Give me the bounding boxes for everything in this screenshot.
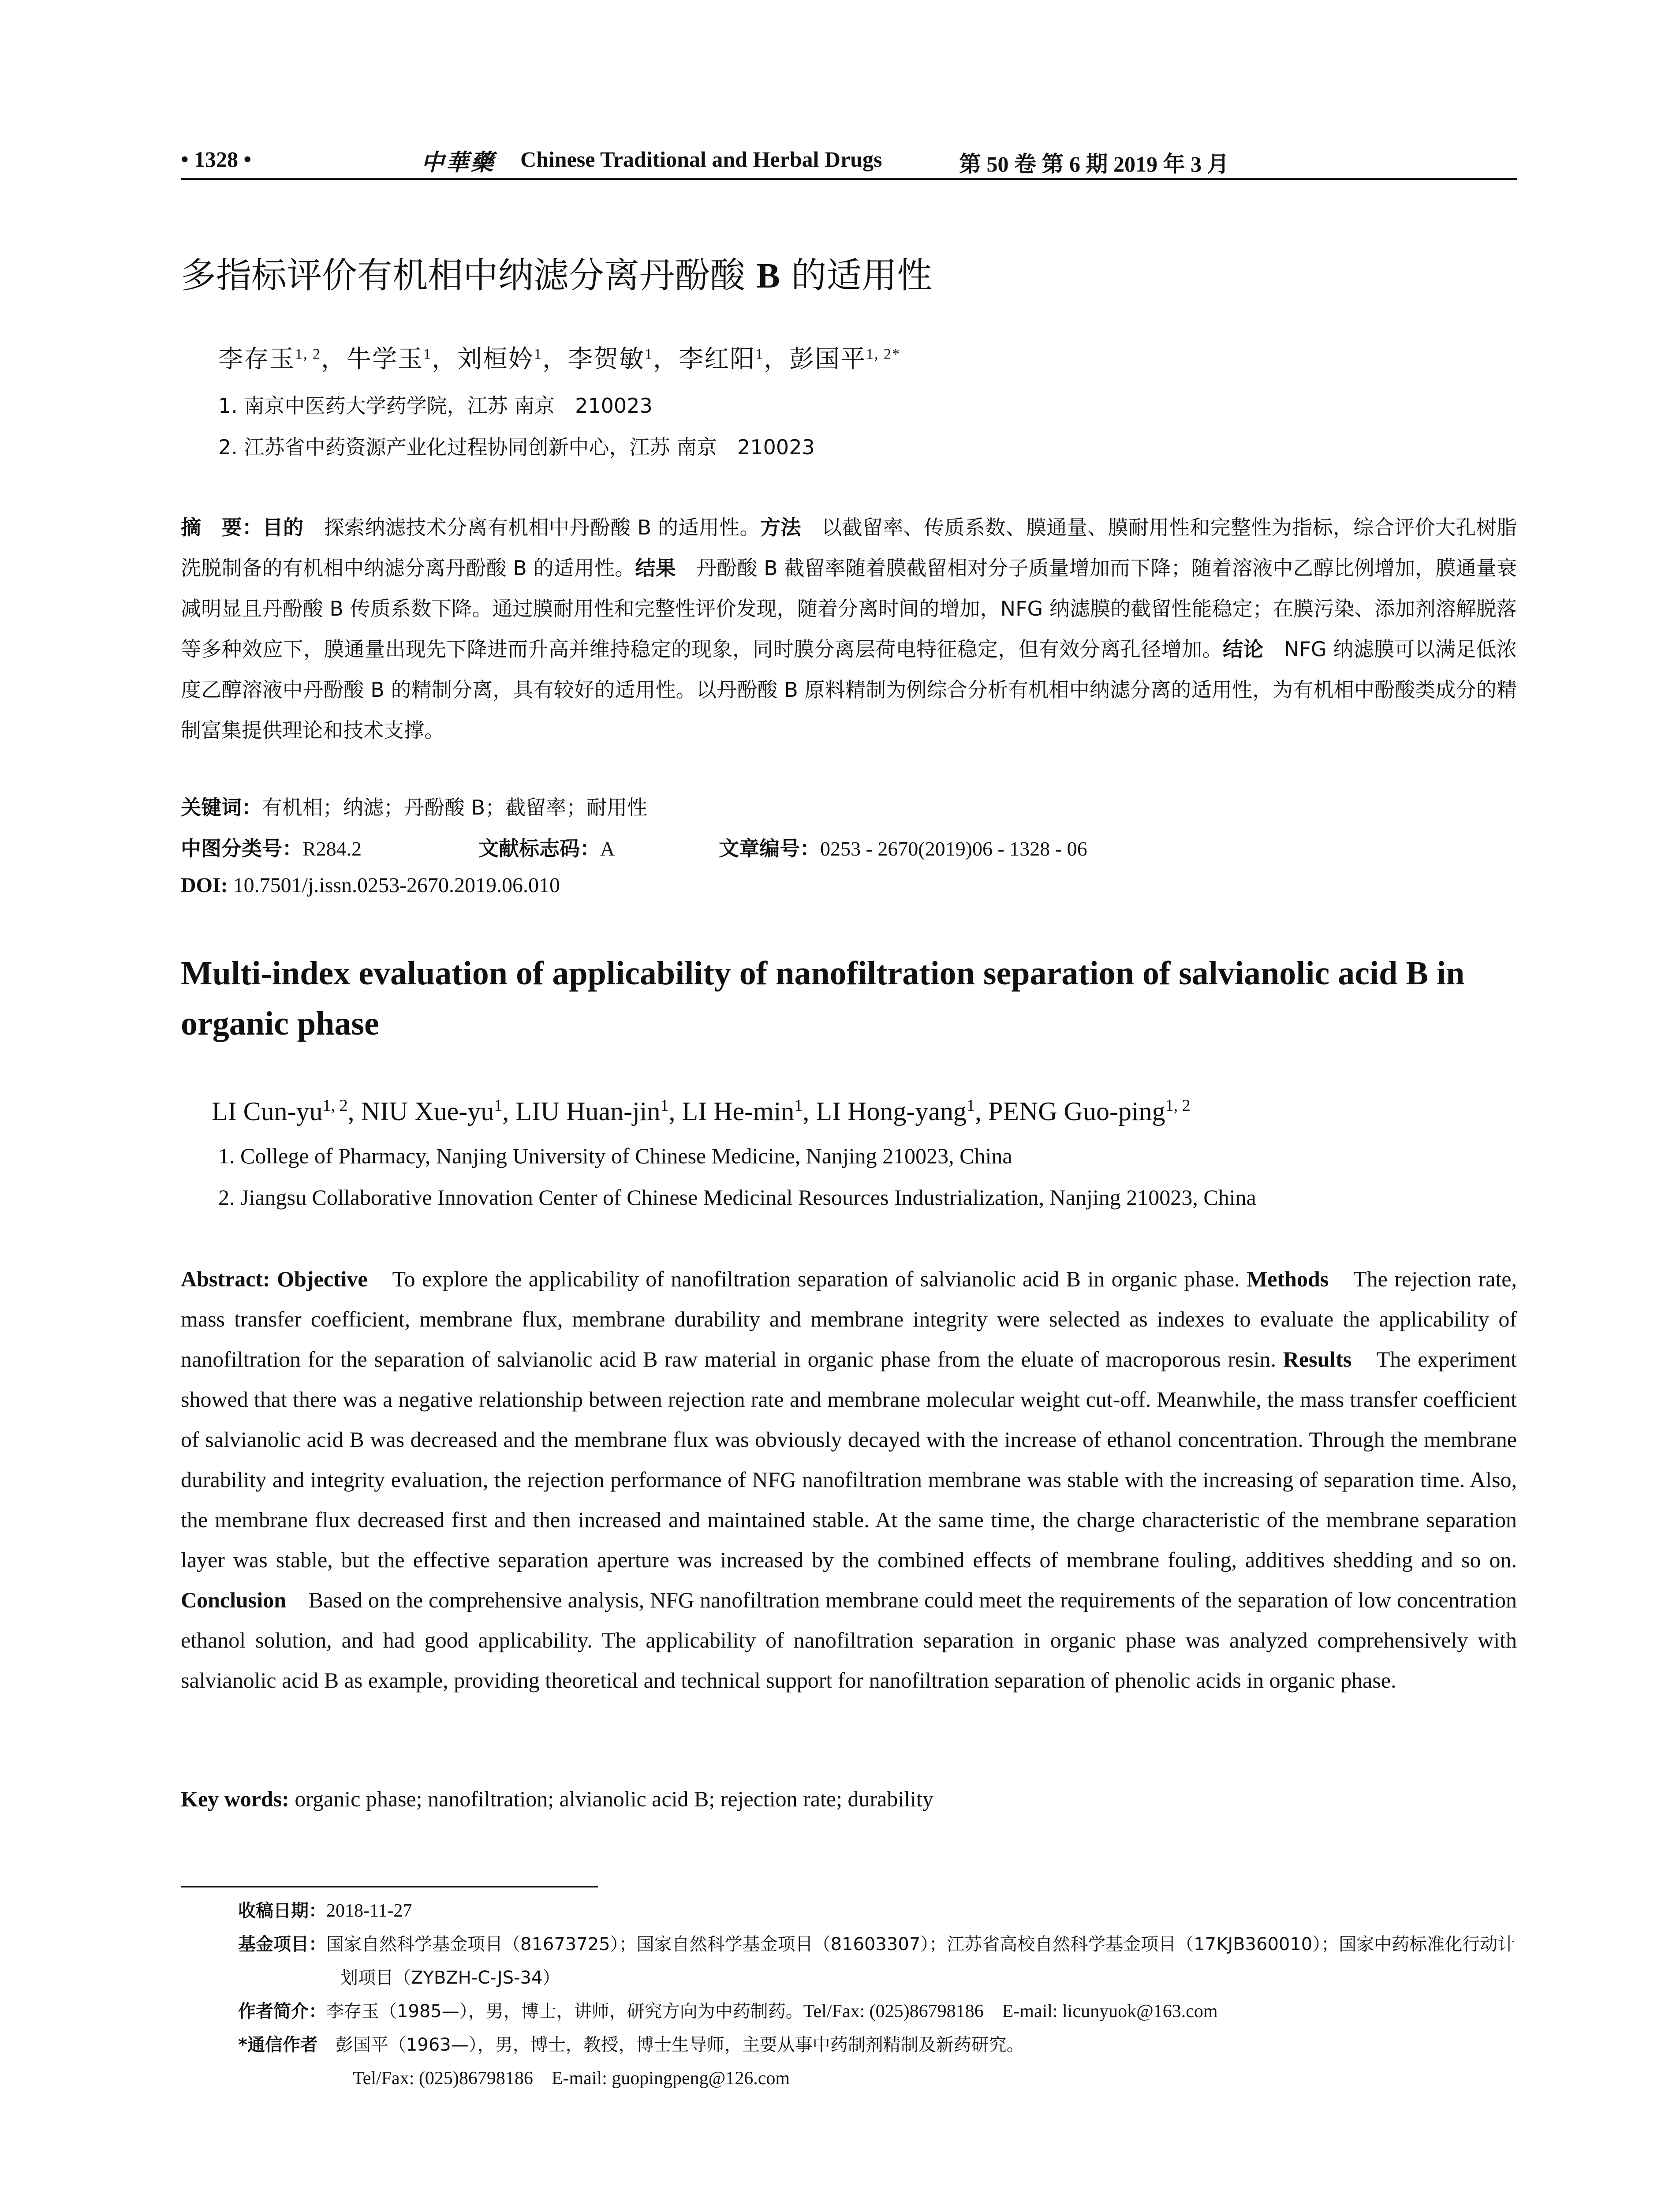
cn-author-affiliation-mark: 1, 2: [295, 346, 321, 363]
volume-info: 第 50 卷 第 6 期 2019 年 3 月: [959, 152, 1229, 176]
footnote-corresponding-contact: Tel/Fax: (025)86798186 E-mail: guopingpeng@126.com: [353, 2068, 790, 2089]
cn-author-name: 刘桓妗: [457, 345, 534, 374]
cn-author-affiliation-mark: 1: [534, 346, 542, 363]
cn-author-separator: ，: [764, 345, 789, 374]
keywords-chinese: 关键词：有机相；纳滤；丹酚酸 B；截留率；耐用性: [181, 796, 648, 819]
en-author-affiliation-mark: 1, 2: [1165, 1096, 1191, 1115]
cn-author-separator: ，: [653, 345, 679, 374]
en-author-affiliation-mark: 1: [494, 1096, 503, 1115]
en-author-affiliation-mark: 1, 2: [322, 1096, 348, 1115]
en-author-separator: ,: [974, 1097, 988, 1126]
cn-author-affiliation-mark: 1: [423, 346, 432, 363]
en-author-name: PENG Guo-ping: [988, 1097, 1165, 1126]
article-number: 文章编号：0253 - 2670(2019)06 - 1328 - 06: [719, 837, 1087, 860]
footnote-corresponding: *通信作者 彭国平（1963—），男，博士，教授，博士生导师，主要从事中药制剂精制及新药研究。: [238, 2035, 1024, 2055]
footnote-received: 收稿日期：2018-11-27: [238, 1901, 412, 1921]
document-code: 文献标志码：A: [478, 837, 615, 860]
cn-author-affiliation-mark: 1: [755, 346, 764, 363]
affiliation-cn-2: 2. 江苏省中药资源产业化过程协同创新中心，江苏 南京 210023: [218, 435, 815, 459]
cn-author-name: 李红阳: [679, 345, 755, 374]
en-author-name: LIU Huan-jin: [515, 1097, 661, 1126]
en-author-affiliation-mark: 1: [660, 1096, 669, 1115]
en-author-affiliation-mark: 1: [794, 1096, 803, 1115]
page-number: • 1328 •: [181, 147, 252, 172]
footnote-rule: [181, 1886, 598, 1887]
journal-name: Chinese Traditional and Herbal Drugs: [520, 147, 882, 172]
journal-logo: 中華藥: [421, 149, 496, 176]
title-chinese: 多指标评价有机相中纳滤分离丹酚酸 B 的适用性: [181, 255, 933, 296]
abstract-chinese: 摘 要：目的 探索纳滤技术分离有机相中丹酚酸 B 的适用性。方法 以截留率、传质系数、膜通量、膜耐用性和完整性为指标，综合评价大孔树脂洗脱制备的有机相中纳滤分离丹酚酸 B 的适用性。结果 丹酚酸 B 截留率随着膜截留相对分子质量增加而下降；随着溶液中乙醇比例增加，膜通量衰减明显且丹酚酸 B 传质系数下降。通过膜耐用性和完整性评价发现，随着分离时间的增加，NFG 纳滤膜的截留性能稳定；在膜污染、添加剂溶解脱落等多种效应下，膜通量出现先下降进而升高并维持稳定的现象，同时膜分离层荷电特征稳定，但有效分离孔径增加。结论 NFG 纳滤膜可以满足低浓度乙醇溶液中丹酚酸 B 的精制分离，具有较好的适用性。以丹酚酸 B 原料精制为例综合分析有机相中纳滤分离的适用性，为有机相中酚酸类成分的精制富集提供理论和技术支撑。: [181, 516, 1517, 742]
cn-author-separator: ，: [542, 345, 568, 374]
en-author-name: NIU Xue-yu: [361, 1097, 494, 1126]
cn-author-name: 牛学玉: [347, 345, 423, 374]
abstract-english: Abstract: Objective To explore the applicability of nanofiltration separation of salvianolic acid B in organic phase. Methods The rejection rate, mass transfer coefficient, membrane flux, membrane durability and membrane integrity were selected as indexes to evaluate the applicability of nanofiltration for the separation of salvianolic acid B raw material in organic phase from the eluate of macroporous resin. Results The experiment showed that there was a negative relationship between rejection rate and membrane molecular weight cut-off. Meanwhile, the mass transfer coefficient of salvianolic acid B was decreased and the membrane flux was obviously decayed with the increase of ethanol concentration. Through the membrane durability and integrity evaluation, the rejection performance of NFG nanofiltration membrane was stable with the increasing of separation time. Also, the membrane flux decreased first and then increased and maintained stable. At the same time, the charge characteristic of the membrane separation layer was stable, but the effective separation aperture was increased by the combined effects of membrane fouling, additives shedding and so on. Conclusion Based on the comprehensive analysis, NFG nanofiltration membrane could meet the requirements of the separation of low concentration ethanol solution, and had good applicability. The applicability of nanofiltration separation in organic phase was analyzed comprehensively with salvianolic acid B as example, providing theoretical and technical support for nanofiltration separation of phenolic acids in organic phase.: [181, 1267, 1517, 1693]
affiliation-en-2: 2. Jiangsu Collaborative Innovation Center of Chinese Medicinal Resources Industrialization, Nanjing 210023, China: [218, 1185, 1256, 1210]
en-author-separator: ,: [803, 1097, 816, 1126]
header-rule: [181, 178, 1517, 180]
running-header: [181, 141, 1517, 181]
cn-author-name: 彭国平: [789, 345, 866, 374]
cn-author-affiliation-mark: 1, 2*: [866, 346, 900, 363]
title-english: Multi-index evaluation of applicability of nanofiltration separation of salvianolic acid B in organic phase: [181, 955, 1465, 1042]
en-author-separator: ,: [502, 1097, 516, 1126]
cn-author-name: 李贺敏: [568, 345, 645, 374]
clc-number: 中图分类号：R284.2: [181, 837, 362, 860]
en-author-name: LI He-min: [682, 1097, 795, 1126]
affiliation-cn-1: 1. 南京中医药大学药学院，江苏 南京 210023: [218, 394, 653, 418]
authors-chinese: [218, 340, 900, 375]
cn-author-separator: ，: [321, 345, 347, 374]
en-author-separator: ,: [668, 1097, 682, 1126]
en-author-name: LI Cun-yu: [212, 1097, 323, 1126]
footnote-funding: 基金项目：国家自然科学基金项目（81673725）；国家自然科学基金项目（81603307）；江苏省高校自然科学基金项目（17KJB360010）；国家中药标准化行动计划项目（ZYBZH-C-JS-34）: [238, 1934, 1516, 1988]
cn-author-separator: ，: [432, 345, 457, 374]
authors-english: [212, 1096, 1191, 1127]
keywords-english: Key words: organic phase; nanofiltration; alvianolic acid B; rejection rate; durability: [181, 1786, 933, 1811]
cn-author-affiliation-mark: 1: [645, 346, 653, 363]
en-author-name: LI Hong-yang: [816, 1097, 967, 1126]
doi: DOI: 10.7501/j.issn.0253-2670.2019.06.010: [181, 874, 560, 897]
en-author-affiliation-mark: 1: [966, 1096, 975, 1115]
affiliation-en-1: 1. College of Pharmacy, Nanjing University of Chinese Medicine, Nanjing 210023, China: [218, 1144, 1012, 1168]
footnote-author-bio: 作者简介：李存玉（1985—），男，博士，讲师，研究方向为中药制药。Tel/Fax: (025)86798186 E-mail: licunyuok@163.com: [238, 2001, 1218, 2022]
en-author-separator: ,: [347, 1097, 361, 1126]
cn-author-name: 李存玉: [218, 345, 295, 374]
